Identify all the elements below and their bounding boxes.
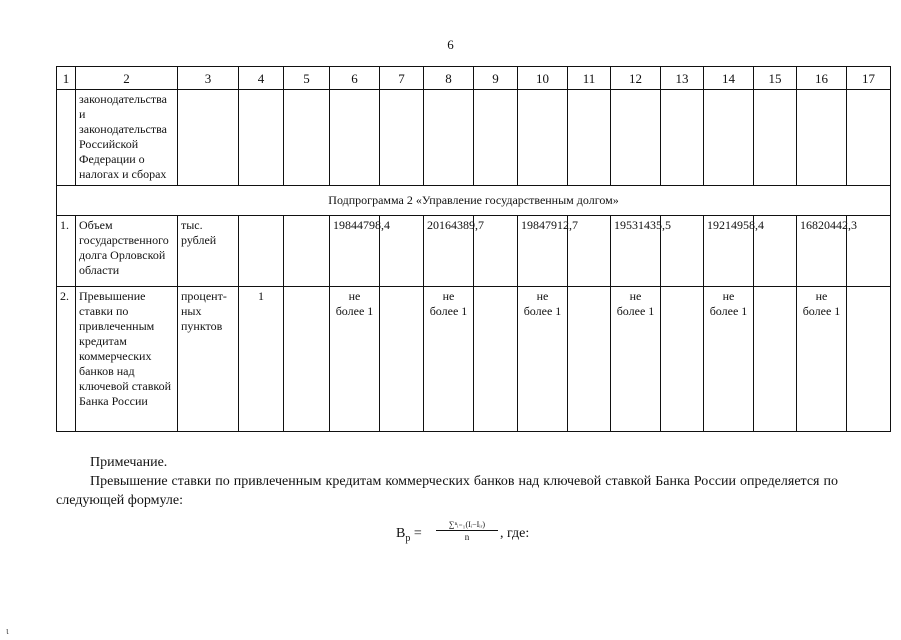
header-cell: 13 <box>661 67 704 90</box>
formula-denominator: n <box>464 532 470 542</box>
table-row-continued <box>57 90 891 186</box>
table-cell <box>239 216 284 287</box>
table-cell <box>474 287 518 432</box>
value-cell: не более 1 <box>611 287 661 432</box>
table-cell <box>568 287 611 432</box>
header-cell: 4 <box>239 67 284 90</box>
value-cell: 19847912,7 <box>518 216 568 287</box>
table-cell <box>704 90 754 186</box>
table-cell <box>568 90 611 186</box>
table-cell <box>611 90 661 186</box>
value-cell: не более 1 <box>797 287 847 432</box>
table-row <box>57 216 891 287</box>
header-cell: 3 <box>178 67 239 90</box>
table-cell <box>661 90 704 186</box>
formula-fraction <box>436 520 498 542</box>
header-cell: 8 <box>424 67 474 90</box>
table-cell <box>380 287 424 432</box>
table-cell <box>474 90 518 186</box>
table-cell <box>284 287 330 432</box>
indicator-name: законодательства и законодательства Российской Федерации о налогах и сборах <box>76 90 178 186</box>
unit-cell: тыс. рублей <box>178 216 239 287</box>
table-cell <box>661 287 704 432</box>
row-number: 2. <box>57 287 76 432</box>
header-cell: 11 <box>568 67 611 90</box>
indicator-name: Объем государственного долга Орловской области <box>76 216 178 287</box>
header-cell: 12 <box>611 67 661 90</box>
row-number: 1. <box>57 216 76 287</box>
unit-cell: процент-ных пунктов <box>178 287 239 432</box>
table-cell <box>424 90 474 186</box>
header-cell: 17 <box>847 67 891 90</box>
table-cell <box>797 90 847 186</box>
margin-mark: ι <box>6 626 9 637</box>
value-cell: не более 1 <box>424 287 474 432</box>
value-cell: 19844798,4 <box>330 216 380 287</box>
indicator-name: Превышение ставки по привлеченным кредитам коммерческих банков над ключевой ставкой Банка России <box>76 287 178 432</box>
formula-equals: = <box>410 526 422 541</box>
value-cell: не более 1 <box>518 287 568 432</box>
header-cell: 9 <box>474 67 518 90</box>
table-cell <box>754 287 797 432</box>
header-cell: 1 <box>57 67 76 90</box>
value-cell: 19214958,4 <box>704 216 754 287</box>
header-cell: 14 <box>704 67 754 90</box>
value-cell: 19531435,5 <box>611 216 661 287</box>
table-cell <box>380 90 424 186</box>
value-cell: не более 1 <box>330 287 380 432</box>
table-cell <box>178 90 239 186</box>
table-row <box>57 287 891 432</box>
value-cell: 16820442,3 <box>797 216 847 287</box>
formula <box>396 520 556 554</box>
table-header-row <box>57 67 891 90</box>
subprogram-row <box>57 186 891 216</box>
table-cell <box>754 90 797 186</box>
formula-symbol: B <box>396 526 406 541</box>
value-cell: 1 <box>239 287 284 432</box>
table-cell <box>57 90 76 186</box>
table-cell <box>284 90 330 186</box>
header-cell: 16 <box>797 67 847 90</box>
table-cell <box>284 216 330 287</box>
header-cell: 10 <box>518 67 568 90</box>
indicators-table <box>56 66 891 432</box>
formula-subscript: p <box>405 532 411 544</box>
value-cell: 20164389,7 <box>424 216 474 287</box>
subprogram-title: Подпрограмма 2 «Управление государственным долгом» <box>57 186 891 216</box>
table-cell <box>847 287 891 432</box>
formula-lhs <box>396 526 422 544</box>
header-cell: 6 <box>330 67 380 90</box>
table-cell <box>330 90 380 186</box>
table-cell <box>518 90 568 186</box>
formula-suffix: , где: <box>500 526 530 541</box>
note-text: Превышение ставки по привлеченным кредитам коммерческих банков над ключевой ставкой Банка России определяется по следующей формуле: <box>56 474 838 508</box>
table-cell <box>239 90 284 186</box>
header-cell: 2 <box>76 67 178 90</box>
note-title: Примечание. <box>90 455 168 470</box>
value-cell: не более 1 <box>704 287 754 432</box>
header-cell: 5 <box>284 67 330 90</box>
table-cell <box>847 90 891 186</box>
page-number: 6 <box>447 37 454 52</box>
formula-numerator: ∑ⁿᵢ₌₁(Iᵢ−Iᵢᵣ) <box>436 520 498 531</box>
header-cell: 7 <box>380 67 424 90</box>
header-cell: 15 <box>754 67 797 90</box>
